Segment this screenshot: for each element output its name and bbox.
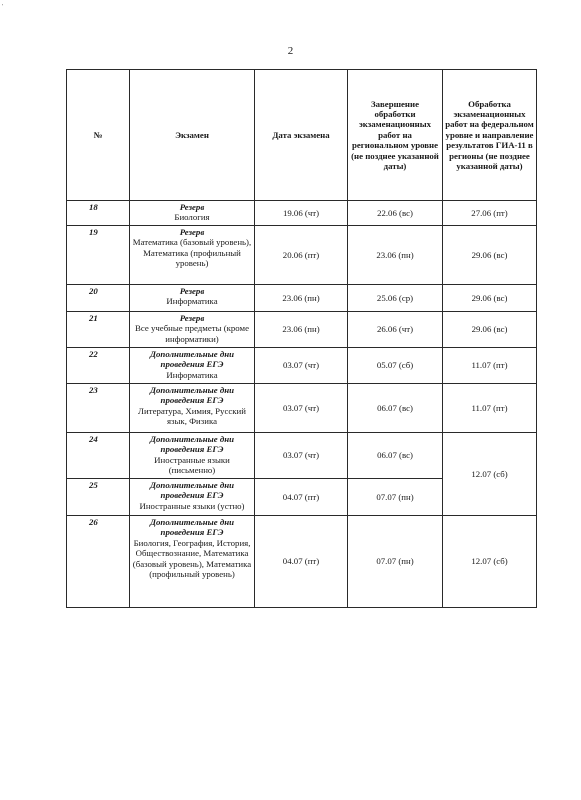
header-federal-deadline: Обработка экзаменационных работ на федеральном уровне и направление результатов ГИА-11 в регионы (не позднее указанной даты) <box>443 70 537 201</box>
regional-deadline: 05.07 (сб) <box>348 348 443 384</box>
federal-deadline: 11.07 (пт) <box>443 348 537 384</box>
exam-subject: Биология <box>174 212 210 223</box>
table-row <box>67 312 537 348</box>
page-number: 2 <box>287 45 294 57</box>
table-header-row <box>67 70 537 201</box>
exam-title: Дополнительные дни проведения ЕГЭ <box>150 517 234 538</box>
federal-deadline: 27.06 (пт) <box>443 201 537 226</box>
exam-date: 20.06 (пт) <box>255 226 348 285</box>
exam-subject: Биология, География, История, Обществознание, Математика (базовый уровень), Математика (профильный уровень) <box>132 537 252 579</box>
exam-cell <box>130 433 255 479</box>
exam-subject: Иностранные языки (устно) <box>139 500 245 511</box>
regional-deadline: 23.06 (пн) <box>348 226 443 285</box>
regional-deadline: 07.07 (пн) <box>348 516 443 608</box>
regional-deadline: 26.06 (чт) <box>348 312 443 348</box>
table-row <box>67 433 537 479</box>
exam-subject: Литература, Химия, Русский язык, Физика <box>138 405 246 427</box>
row-number: 23 <box>67 384 130 433</box>
header-regional-deadline: Завершение обработки экзаменационных работ на региональном уровне (не позднее указанной даты) <box>348 70 443 201</box>
exam-date: 04.07 (пт) <box>255 479 348 516</box>
row-number: 24 <box>67 433 130 479</box>
federal-deadline: 29.06 (вс) <box>443 312 537 348</box>
exam-title: Дополнительные дни проведения ЕГЭ <box>150 349 234 370</box>
exam-date: 03.07 (чт) <box>255 384 348 433</box>
header-exam-date: Дата экзамена <box>255 70 348 201</box>
federal-deadline: 29.06 (вс) <box>443 285 537 312</box>
exam-date: 04.07 (пт) <box>255 516 348 608</box>
federal-deadline: 11.07 (пт) <box>443 384 537 433</box>
exam-subject: Все учебные предметы (кроме информатики) <box>134 323 249 344</box>
table-row <box>67 516 537 608</box>
exam-cell <box>130 312 255 348</box>
exam-cell <box>130 479 255 516</box>
regional-deadline: 25.06 (ср) <box>348 285 443 312</box>
table-row <box>67 384 537 433</box>
table-row <box>67 285 537 312</box>
table-row <box>67 226 537 285</box>
exam-subject: Иностранные языки (письменно) <box>154 454 230 476</box>
exam-cell <box>130 348 255 384</box>
exam-title: Резерв <box>179 202 205 212</box>
exam-subject: Математика (базовый уровень), Математика (профильный уровень) <box>132 237 252 269</box>
row-number: 18 <box>67 201 130 226</box>
header-num: № <box>67 70 130 201</box>
table-row <box>67 348 537 384</box>
row-number: 22 <box>67 348 130 384</box>
exam-date: 03.07 (чт) <box>255 348 348 384</box>
exam-cell <box>130 226 255 285</box>
exam-date: 23.06 (пн) <box>255 285 348 312</box>
exam-subject: Информатика <box>166 296 218 307</box>
exam-title: Дополнительные дни проведения ЕГЭ <box>150 434 234 455</box>
row-number: 19 <box>67 226 130 285</box>
federal-deadline: 12.07 (сб) <box>443 433 537 516</box>
row-number: 26 <box>67 516 130 608</box>
row-number: 20 <box>67 285 130 312</box>
exam-schedule-table <box>66 69 537 608</box>
regional-deadline: 06.07 (вс) <box>348 384 443 433</box>
table-row <box>67 201 537 226</box>
row-number: 25 <box>67 479 130 516</box>
scan-mark: ' <box>2 4 4 10</box>
exam-cell <box>130 384 255 433</box>
exam-title: Резерв <box>179 313 205 323</box>
regional-deadline: 22.06 (вс) <box>348 201 443 226</box>
exam-cell <box>130 201 255 226</box>
federal-deadline: 29.06 (вс) <box>443 226 537 285</box>
exam-date: 23.06 (пн) <box>255 312 348 348</box>
exam-title: Резерв <box>179 286 205 296</box>
header-exam: Экзамен <box>130 70 255 201</box>
exam-cell <box>130 516 255 608</box>
regional-deadline: 06.07 (вс) <box>348 433 443 479</box>
row-number: 21 <box>67 312 130 348</box>
regional-deadline: 07.07 (пн) <box>348 479 443 516</box>
exam-cell <box>130 285 255 312</box>
exam-subject: Информатика <box>166 369 218 380</box>
exam-date: 19.06 (чт) <box>255 201 348 226</box>
exam-date: 03.07 (чт) <box>255 433 348 479</box>
federal-deadline: 12.07 (сб) <box>443 516 537 608</box>
exam-title: Дополнительные дни проведения ЕГЭ <box>150 385 234 406</box>
exam-title: Резерв <box>179 227 205 237</box>
exam-title: Дополнительные дни проведения ЕГЭ <box>150 480 234 501</box>
